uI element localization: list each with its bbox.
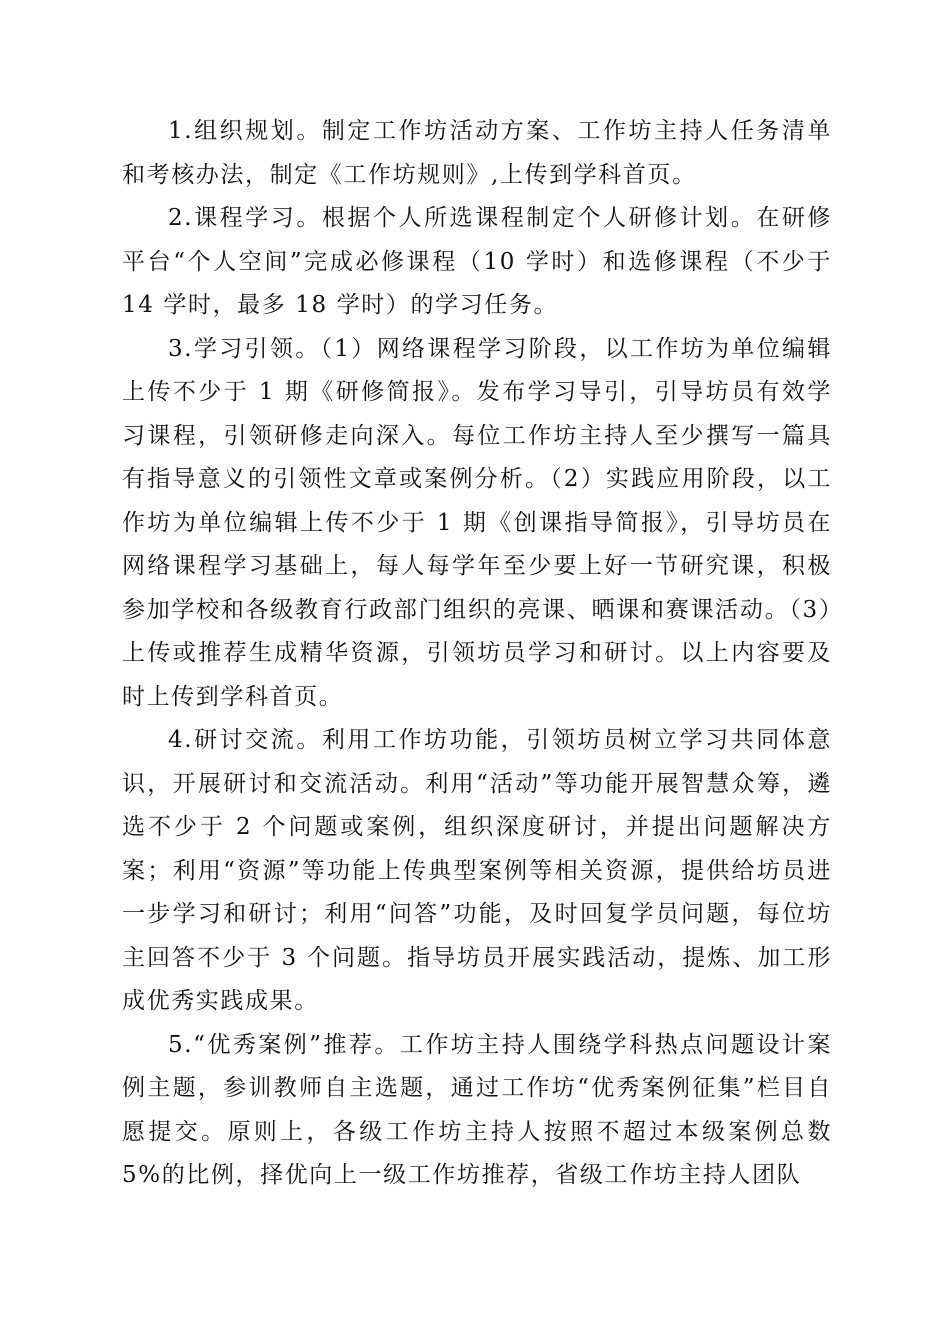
paragraph-organization-planning: 1.组织规划。制定工作坊活动方案、工作坊主持人任务清单和考核办法，制定《工作坊规则》,上传到学科首页。: [122, 118, 832, 188]
paragraph-learning-guidance: 3.学习引领。（1）网络课程学习阶段，以工作坊为单位编辑上传不少于 1 期《研修简报》。发布学习导引，引导坊员有效学习课程，引领研修走向深入。每位工作坊主持人至少撰写一篇具有指导意义的引领性文章或案例分析。（2）实践应用阶段，以工作坊为单位编辑上传不少于 1 期《创课指导简报》，引导坊员在网络课程学习基础上，每人每学年至少要上好一节研究课，积极参加学校和各级教育行政部门组织的亮课、晒课和赛课活动。（3）上传或推荐生成精华资源，引领坊员学习和研讨。以上内容要及时上传到学科首页。: [122, 335, 832, 710]
paragraph-excellent-case-recommendation: 5.“优秀案例”推荐。工作坊主持人围绕学科热点问题设计案例主题，参训教师自主选题，通过工作坊“优秀案例征集”栏目自愿提交。原则上，各级工作坊主持人按照不超过本级案例总数 5%的比例，择优向上一级工作坊推荐，省级工作坊主持人团队: [122, 1031, 832, 1188]
document-page: [122, 110, 832, 1198]
paragraph-discussion-exchange: 4.研讨交流。利用工作坊功能，引领坊员树立学习共同体意识，开展研讨和交流活动。利用“活动”等功能开展智慧众筹，遴选不少于 2 个问题或案例，组织深度研讨，并提出问题解决方案；利用“资源”等功能上传典型案例等相关资源，提供给坊员进一步学习和研讨；利用“问答”功能，及时回复学员问题，每位坊主回答不少于 3 个问题。指导坊员开展实践活动，提炼、加工形成优秀实践成果。: [122, 727, 832, 1014]
paragraph-course-study: 2.课程学习。根据个人所选课程制定个人研修计划。在研修平台“个人空间”完成必修课程（10 学时）和选修课程（不少于 14 学时，最多 18 学时）的学习任务。: [122, 205, 832, 318]
